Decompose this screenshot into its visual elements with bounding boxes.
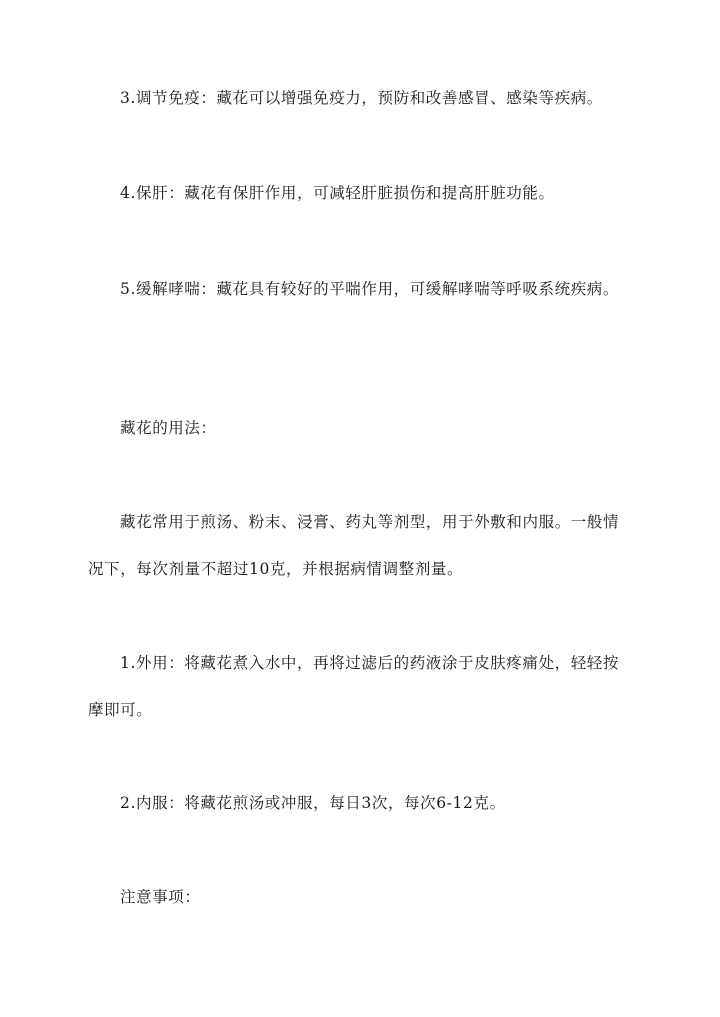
paragraph-external-use: 1.外用：将藏花煮入水中，再将过滤后的药液涂于皮肤疼痛处，轻轻按摩即可。 bbox=[88, 654, 619, 719]
section-heading-usage: 藏花的用法： bbox=[120, 419, 217, 437]
paragraph-usage-description: 藏花常用于煎汤、粉末、浸膏、药丸等剂型，用于外敷和内服。一般情况下，每次剂量不超过10克，并根据病情调整剂量。 bbox=[88, 513, 620, 578]
section-heading-precautions: 注意事项： bbox=[120, 888, 201, 906]
paragraph-internal-use: 2.内服：将藏花煎汤或冲服，每日3次，每次6-12克。 bbox=[120, 794, 506, 812]
paragraph-liver-protection: 4.保肝：藏花有保肝作用，可减轻肝脏损伤和提高肝脏功能。 bbox=[120, 184, 555, 202]
paragraph-asthma-relief: 5.缓解哮喘：藏花具有较好的平喘作用，可缓解哮喘等呼吸系统疾病。 bbox=[120, 280, 619, 298]
paragraph-immune-regulation: 3.调节免疫：藏花可以增强免疫力，预防和改善感冒、感染等疾病。 bbox=[120, 89, 603, 107]
